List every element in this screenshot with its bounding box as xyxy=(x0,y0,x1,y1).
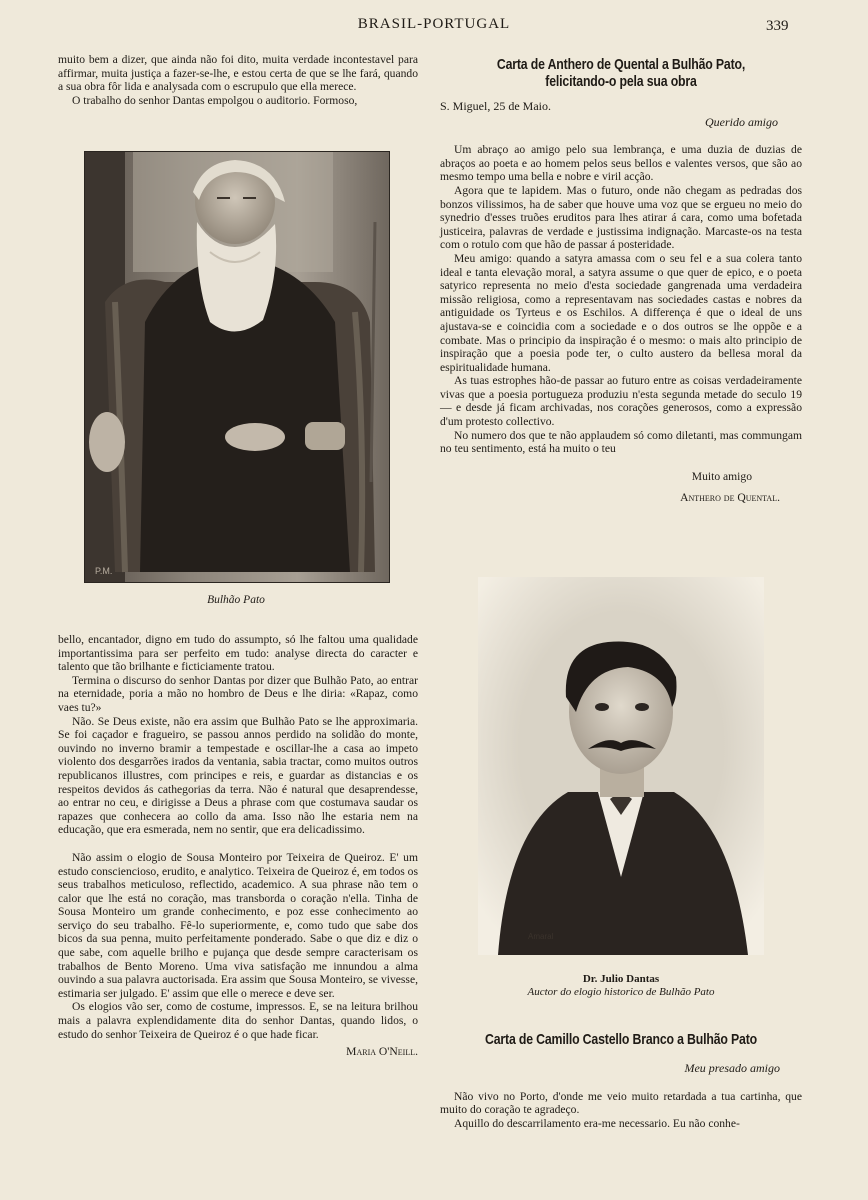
article-title-line1: Carta de Anthero de Quental a Bulhão Pato, xyxy=(496,56,746,73)
paragraph: Os elogios vão ser, como de costume, impressos. E, se na leitura brilhou mais a palavra explendidamente dita do senhor Dantas, quando lidos, o estudo do senhor Teixeira de Queiroz é o que hade ficar. xyxy=(58,1000,418,1041)
photo-caption-role: Auctor do elogio historico de Bulhão Pato xyxy=(527,986,715,998)
letter-anthero xyxy=(440,56,802,505)
photo-caption-name: Dr. Julio Dantas xyxy=(582,973,660,985)
running-title: BRASIL-PORTUGAL xyxy=(357,16,511,32)
closing: Muito amigo xyxy=(691,469,752,483)
article-title: Carta de Camillo Castello Branco a Bulhão Pato xyxy=(484,1031,758,1048)
photo-julio-dantas xyxy=(478,577,764,955)
paragraph: Meu amigo: quando a satyra amassa com o seu fel e a sua colera tanto ideal e tanta elevação moral, a satyra assume o que quer de epico, e o poeta satyrico representa no meio d'esta sociedade gangrenada uma verdadeira missão religiosa, como a representavam nas sociedades castas e nobres da antiguidade os Tyrteus e os Eschilos. A differença é que o ideal de uns ajustava-se e coincidia com a sociedade e o dos outros se lhe oppõe e a combate. Mas o principio da inspiração é o mesmo: o mais alto principio de inspiração que a poesia pode ter, o culto austero da bellesa moral da espiritualidade humana. xyxy=(440,251,802,374)
paragraph: muito bem a dizer, que ainda não foi dito, muita verdade incontestavel para affirmar, muita justiça a fazer-se-lhe, e estou certa de que se lhe fará, quando a sua obra fôr lida e analysada com o escrupulo que ella merece. xyxy=(58,53,418,94)
signature-anthero: Anthero de Quental. xyxy=(680,491,780,505)
place-date: S. Miguel, 25 de Maio. xyxy=(440,99,551,113)
photo-monogram: P.M. xyxy=(95,566,113,576)
photo-caption-dantas xyxy=(478,973,764,999)
author-signature: Maria O'Neill. xyxy=(346,1045,418,1059)
paragraph: As tuas estrophes hão-de passar ao futuro entre as coisas verdadeiramente vivas que a poesia portugueza produziu n'esta segunda metade do seculo 19 — e desde já ficam archivadas, nos corações generosos, como a expressão d'um protesto collectivo. xyxy=(440,374,802,429)
photo-bulhao-pato xyxy=(84,151,390,583)
paragraph: Termina o discurso do senhor Dantas por dizer que Bulhão Pato, ao entrar na eternidade, poria a mão no hombro de Deus e lhe diria: «Rapaz, como vaes tu?» xyxy=(58,673,418,714)
salutation: Meu presado amigo xyxy=(684,1061,780,1075)
paragraph: Um abraço ao amigo pelo sua lembrança, e uma duzia de duzias de abraços ao poeta e ao homem pelos seus bellos e valentes versos, que são ao mesmo tempo uma bella e nobre e viril acção. xyxy=(440,143,802,184)
paragraph: Não. Se Deus existe, não era assim que Bulhão Pato se lhe approximaria. Se foi caçador e fragueiro, se passou annos perdido na solidão do monte, ouvindo no inverno bramir a tempestade e oscillar-lhe a casa ao impeto violento dos desgarrões irados da ventania, sabia tractar, como muitos outros republicanos illustres, com principes e reis, e guardar as distancias e os respeitos devidos ás cathegorias da terra. Não é natural que desaprendesse, ao entrar no ceu, e dirigisse a Deus a phrase com que costumava saudar os rapazes que conhecera ao collo da ama. Isso não lhe estaria nem na educação, que era esmerada, nem no sentir, que era delicadissimo. xyxy=(58,714,418,837)
artist-mark: Amaral xyxy=(528,932,554,941)
paragraph: Não assim o elogio de Sousa Monteiro por Teixeira de Queiroz. E' um estudo consciencioso, erudito, e analytico. Teixeira de Queiroz é, em todos os seus trabalhos meticuloso, reflectido, academico. A sua phrase não tem o calor que lhe está no coração, mas transborda o coração n'ella. Tinha de Sousa Monteiro um grande conhecimento, e poz esse conhecimento ao serviço do seu trabalho. Fê-lo superiormente, e, como tudo que sabe dos bicos da sua penna, muito perfeitamente ponderado. Sabe o que diz e diz o que sabe, com aquelle brilho e pujança que desde sempre caracterisam os trabalhos de Bento Moreno. Uma viva satisfação me innundou a alma ouvindo a sua palavra auctorisada. Era assim que Sousa Monteiro, se vivesse, estimaria ser julgado. E' assim que elle o merece e deve ser. xyxy=(58,850,418,1000)
left-column-top xyxy=(58,53,418,107)
letter-camillo xyxy=(440,1031,802,1130)
left-column-bottom xyxy=(58,633,418,1059)
page-number: 339 xyxy=(766,18,789,34)
photo-caption-pato: Bulhão Pato xyxy=(207,594,265,606)
paragraph: Aquillo do descarrilamento era-me necessario. Eu não conhe- xyxy=(454,1116,740,1130)
portrait-illustration xyxy=(85,152,389,582)
salutation: Querido amigo xyxy=(705,114,778,129)
article-title-line2: felicitando-o pela sua obra xyxy=(545,73,697,90)
paragraph: Agora que te lapidem. Mas o futuro, onde não chegam as pedradas dos bonzos vilissimos, ha de saber que houve uma voz que se ergueu no meio do synedrio d'esses truões eruditos para lhes atirar á cara, como uma bofetada justiceira, palavras de verdade e justissima indignação. Marcaste-os na testa com o rotulo com que hão de passar á posteridade. xyxy=(440,183,802,252)
portrait-illustration xyxy=(478,577,764,955)
paragraph: bello, encantador, digno em tudo do assumpto, só lhe faltou uma qualidade importantissima para ser perfeito em tudo: analyse directa do caracter e talento que tão brilhante e ficticiamente tratou. xyxy=(58,633,418,674)
paragraph: No numero dos que te não applaudem só como diletanti, mas commungam no teu sentimento, está ha muito o teu xyxy=(440,428,802,456)
paragraph: O trabalho do senhor Dantas empolgou o auditorio. Formoso, xyxy=(72,93,358,107)
paragraph: Não vivo no Porto, d'onde me veio muito retardada a tua cartinha, que muito do coração te agradeço. xyxy=(440,1089,802,1117)
